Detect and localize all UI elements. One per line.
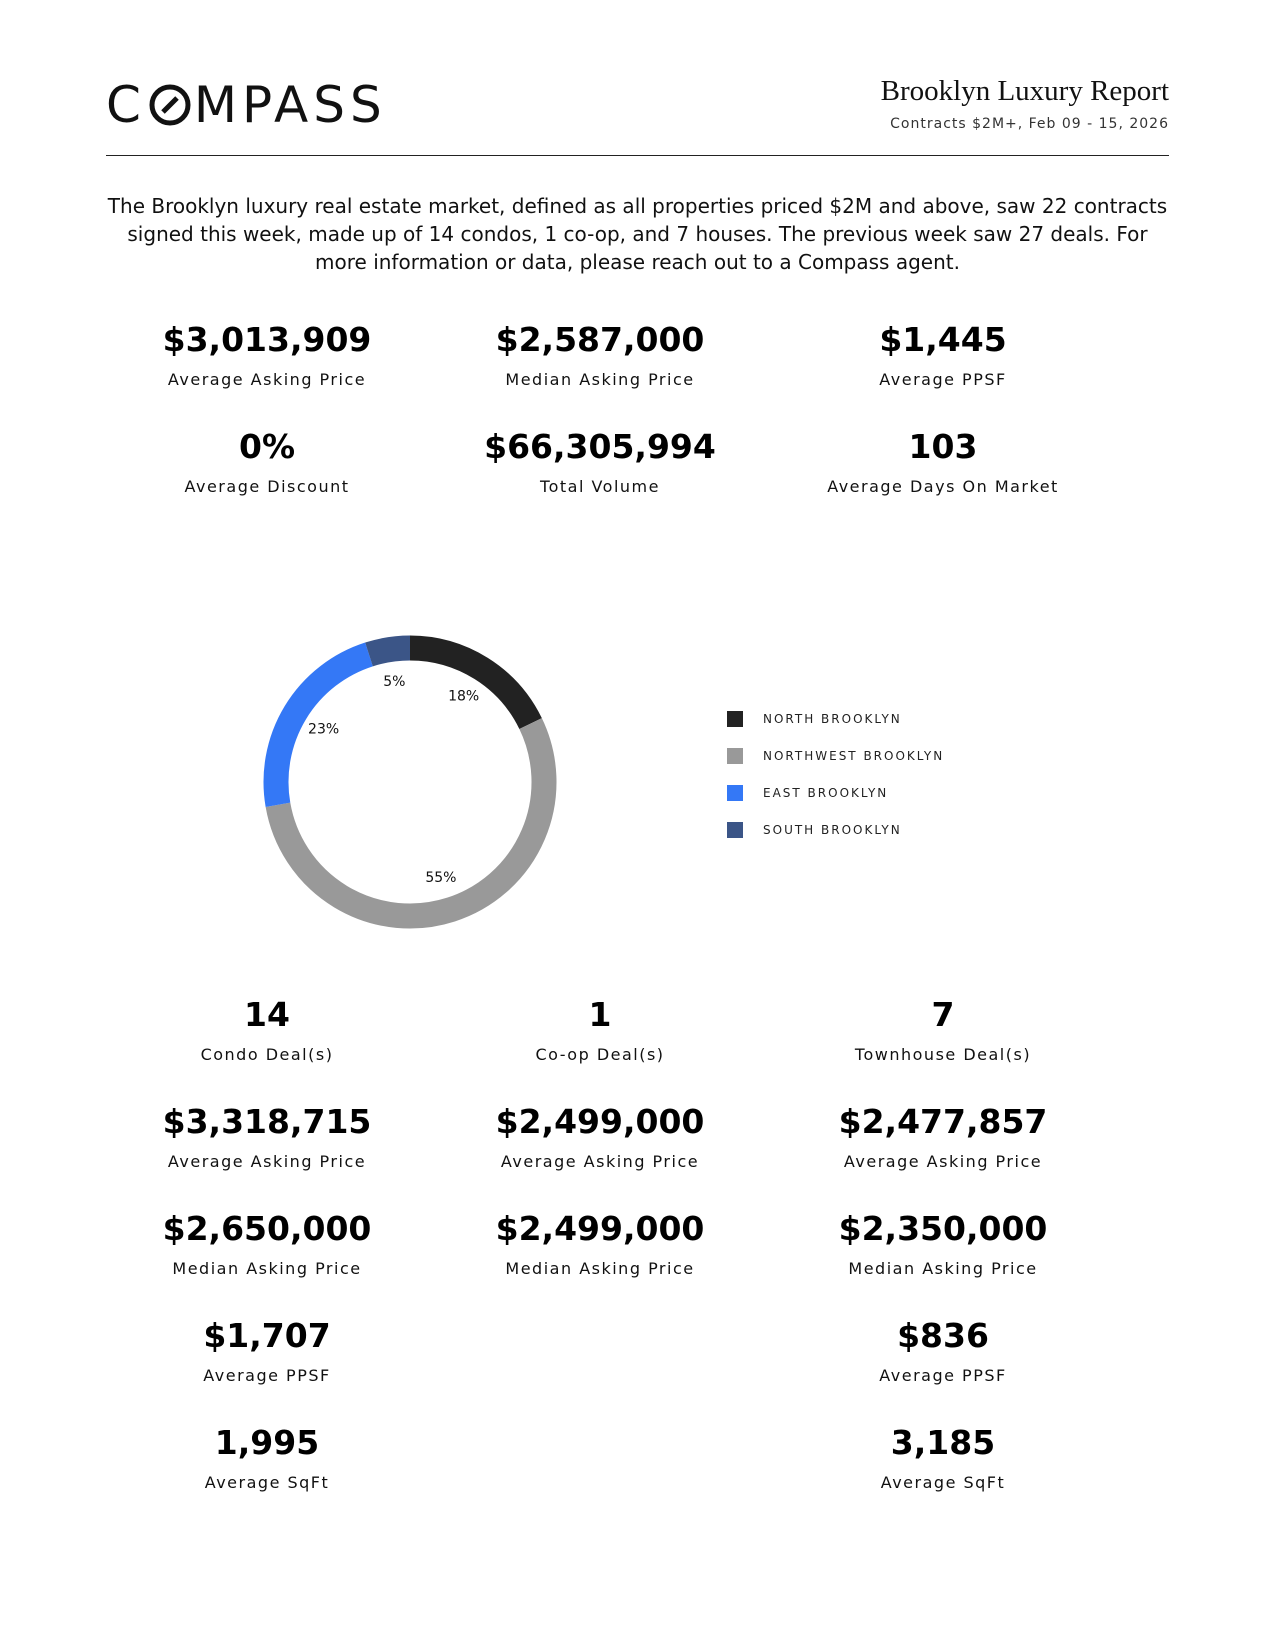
stat-value: 3,185 — [890, 1423, 996, 1462]
report-header — [106, 70, 1169, 156]
stat-label: Average PPSF — [879, 370, 1007, 389]
condo-stat — [87, 1209, 447, 1278]
townhouse-stat — [763, 1316, 1123, 1385]
intro-paragraph: The Brooklyn luxury real estate market, defined as all properties priced $2M and above, saw 22 contracts signed this week, made up of 14 condos, 1 co-op, and 7 houses. The previous week saw 27 deals. For more information or data, please reach out to a Compass agent. — [107, 194, 1168, 274]
stat-value: $1,707 — [203, 1316, 331, 1355]
condo-stat — [87, 1316, 447, 1385]
stat-value: $2,499,000 — [495, 1102, 705, 1141]
summary-stat — [87, 320, 447, 389]
stat-value: $836 — [897, 1316, 989, 1355]
condo-stat — [87, 1423, 447, 1492]
stat-label: Average Discount — [184, 477, 350, 496]
compass-o-icon — [148, 83, 192, 127]
stat-value: $66,305,994 — [484, 427, 716, 466]
slice-percent-label: 5% — [383, 674, 406, 691]
donut-slice-south-brooklyn — [369, 648, 410, 654]
donut-slice-north-brooklyn — [410, 648, 531, 724]
stat-label: Median Asking Price — [172, 1259, 362, 1278]
donut-slice-northwest-brooklyn — [278, 721, 544, 916]
summary-stat — [420, 427, 780, 496]
stat-value: $2,650,000 — [162, 1209, 372, 1248]
report-subtitle: Contracts $2M+, Feb 09 - 15, 2026 — [890, 116, 1169, 132]
stat-value: 14 — [244, 995, 290, 1034]
legend-swatch — [727, 785, 743, 801]
summary-stat — [87, 427, 447, 496]
legend-item — [727, 737, 944, 774]
stat-value: $1,445 — [879, 320, 1007, 359]
compass-logo: C MPASS — [106, 76, 387, 134]
legend-item — [727, 700, 944, 737]
townhouse-stat — [763, 1209, 1123, 1278]
legend-item — [727, 774, 944, 811]
coop-stat — [420, 1102, 780, 1171]
slice-percent-label: 18% — [448, 688, 480, 705]
stat-label: Median Asking Price — [505, 370, 695, 389]
stat-value: $3,318,715 — [162, 1102, 372, 1141]
legend-label: SOUTH BROOKLYN — [763, 822, 902, 837]
legend-swatch — [727, 711, 743, 727]
coop-count-stat — [420, 995, 780, 1064]
stat-value: 1,995 — [214, 1423, 320, 1462]
chart-legend — [727, 700, 944, 848]
legend-label: NORTHWEST BROOKLYN — [763, 748, 945, 763]
stat-label: Median Asking Price — [848, 1259, 1038, 1278]
slice-percent-label: 55% — [425, 870, 457, 887]
stat-value: 103 — [908, 427, 978, 466]
legend-item — [727, 811, 944, 848]
summary-stat — [420, 320, 780, 389]
condo-stat — [87, 1102, 447, 1171]
stat-label: Co-op Deal(s) — [535, 1045, 665, 1064]
stat-label: Average SqFt — [880, 1473, 1006, 1492]
stat-label: Average Asking Price — [500, 1152, 700, 1171]
stat-label: Townhouse Deal(s) — [854, 1045, 1032, 1064]
legend-swatch — [727, 748, 743, 764]
townhouse-count-stat — [763, 995, 1123, 1064]
stat-value: 1 — [588, 995, 612, 1034]
stat-value: $2,477,857 — [838, 1102, 1048, 1141]
region-donut-chart — [255, 627, 565, 937]
summary-stat — [763, 320, 1123, 389]
condo-count-stat — [87, 995, 447, 1064]
stat-label: Average Asking Price — [167, 1152, 367, 1171]
slice-percent-label: 23% — [308, 721, 340, 738]
stat-label: Condo Deal(s) — [200, 1045, 334, 1064]
stat-label: Average PPSF — [203, 1366, 331, 1385]
stat-value: 0% — [238, 427, 296, 466]
townhouse-stat — [763, 1423, 1123, 1492]
stat-label: Average SqFt — [204, 1473, 330, 1492]
summary-stat — [763, 427, 1123, 496]
legend-swatch — [727, 822, 743, 838]
stat-label: Average PPSF — [879, 1366, 1007, 1385]
stat-label: Median Asking Price — [505, 1259, 695, 1278]
legend-label: NORTH BROOKLYN — [763, 711, 902, 726]
legend-label: EAST BROOKLYN — [763, 785, 889, 800]
stat-value: 7 — [931, 995, 955, 1034]
stat-value: $3,013,909 — [162, 320, 372, 359]
stat-label: Average Asking Price — [167, 370, 367, 389]
stat-label: Average Asking Price — [843, 1152, 1043, 1171]
stat-value: $2,350,000 — [838, 1209, 1048, 1248]
stat-label: Average Days On Market — [827, 477, 1059, 496]
report-title: Brooklyn Luxury Report — [880, 75, 1169, 107]
coop-stat — [420, 1209, 780, 1278]
townhouse-stat — [763, 1102, 1123, 1171]
stat-value: $2,587,000 — [495, 320, 705, 359]
stat-label: Total Volume — [540, 477, 660, 496]
stat-value: $2,499,000 — [495, 1209, 705, 1248]
